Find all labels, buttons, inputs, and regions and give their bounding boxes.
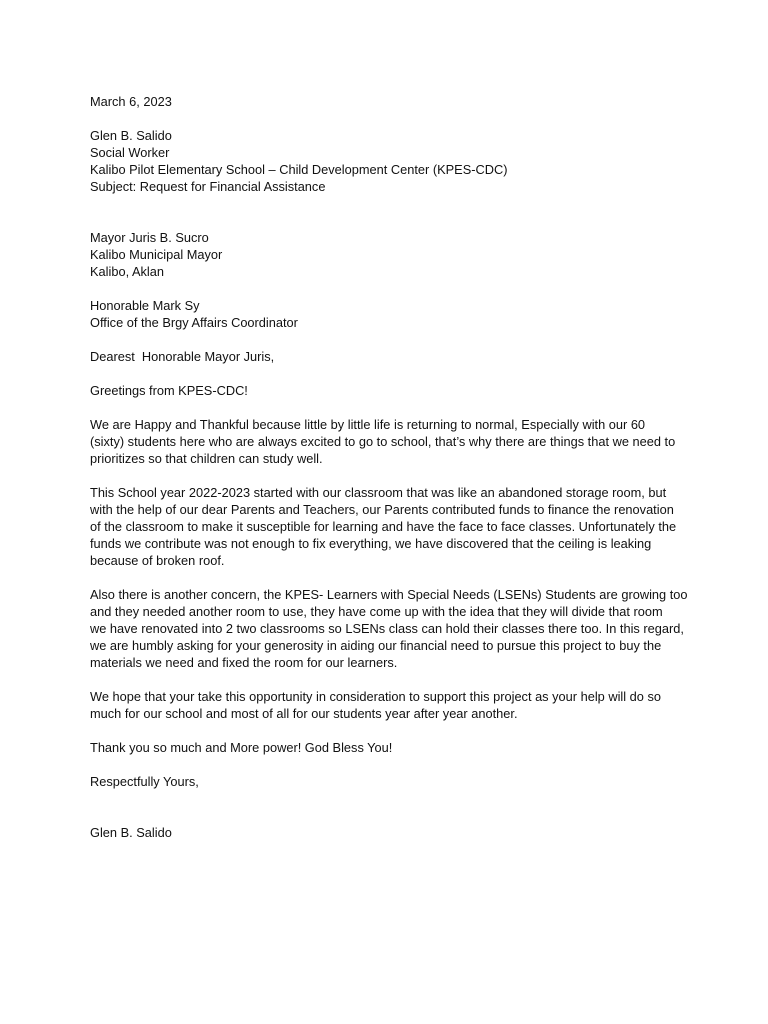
salutation: Dearest Honorable Mayor Juris,	[90, 349, 275, 364]
paragraph-line: (sixty) students here who are always excited to go to school, that’s why there are things that we need to	[90, 434, 676, 449]
signature-name: Glen B. Salido	[90, 825, 172, 840]
paragraph-4	[90, 688, 690, 722]
thanks-line: Thank you so much and More power! God Bless You!	[90, 740, 393, 755]
letter-body	[90, 93, 690, 841]
paragraph-line: we are humbly asking for your generosity in aiding our financial need to pursue this project to buy the	[90, 638, 662, 653]
paragraph-line: and they needed another room to use, they have come up with the idea that they will divide that room	[90, 604, 663, 619]
letter-date: March 6, 2023	[90, 94, 172, 109]
sender-title: Social Worker	[90, 145, 170, 160]
paragraph-line: with the help of our dear Parents and Teachers, our Parents contributed funds to finance the renovation	[90, 502, 674, 517]
paragraph-line: we have renovated into 2 two classrooms so LSENs class can hold their classes there too. In this regard,	[90, 621, 684, 636]
recipient2-name: Honorable Mark Sy	[90, 298, 200, 313]
recipient-block-coordinator	[90, 297, 690, 331]
recipient-location: Kalibo, Aklan	[90, 264, 164, 279]
paragraph-line: This School year 2022-2023 started with our classroom that was like an abandoned storage room, but	[90, 485, 667, 500]
paragraph-line: much for our school and most of all for our students year after year another.	[90, 706, 518, 721]
recipient-block-mayor	[90, 229, 690, 280]
paragraph-3	[90, 586, 690, 671]
recipient-title: Kalibo Municipal Mayor	[90, 247, 223, 262]
recipient2-office: Office of the Brgy Affairs Coordinator	[90, 315, 298, 330]
recipient-name: Mayor Juris B. Sucro	[90, 230, 209, 245]
paragraph-line: prioritizes so that children can study well.	[90, 451, 323, 466]
paragraph-line: because of broken roof.	[90, 553, 225, 568]
paragraph-line: funds we contribute was not enough to fix everything, we have discovered that the ceiling is leaking	[90, 536, 652, 551]
greeting: Greetings from KPES-CDC!	[90, 383, 248, 398]
letter-subject: Subject: Request for Financial Assistance	[90, 179, 326, 194]
paragraph-line: materials we need and fixed the room for our learners.	[90, 655, 398, 670]
closing: Respectfully Yours,	[90, 774, 199, 789]
sender-name: Glen B. Salido	[90, 128, 172, 143]
paragraph-1	[90, 416, 690, 467]
paragraph-line: We are Happy and Thankful because little by little life is returning to normal, Especially with our 60	[90, 417, 646, 432]
sender-organization: Kalibo Pilot Elementary School – Child Development Center (KPES-CDC)	[90, 162, 508, 177]
paragraph-line: Also there is another concern, the KPES- Learners with Special Needs (LSENs) Students are growing too	[90, 587, 688, 602]
paragraph-2	[90, 484, 690, 569]
paragraph-line: of the classroom to make it susceptible for learning and have the face to face classes. Unfortunately the	[90, 519, 677, 534]
paragraph-line: We hope that your take this opportunity in consideration to support this project as your help will do so	[90, 689, 661, 704]
sender-block	[90, 127, 690, 195]
